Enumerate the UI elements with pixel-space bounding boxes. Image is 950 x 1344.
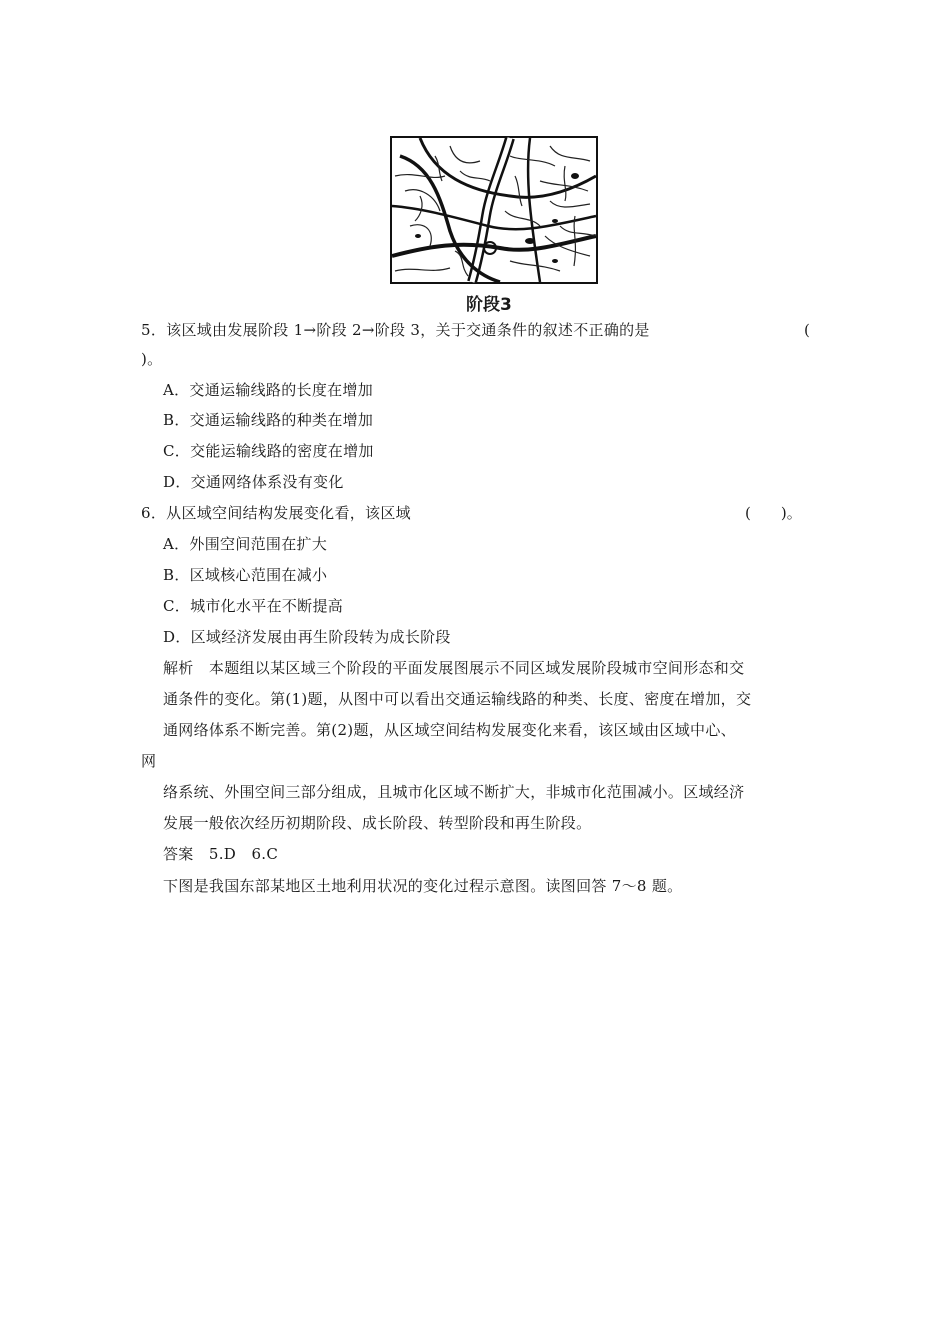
question-6-stem: 6．从区域空间结构发展变化看，该区域 bbox=[141, 504, 411, 522]
answer-line: 答案 5.D 6.C bbox=[163, 845, 279, 863]
question-6-option-b: B．区域核心范围在减小 bbox=[163, 566, 328, 584]
question-5-option-c: C．交能运输线路的密度在增加 bbox=[163, 442, 374, 460]
stage3-road-map bbox=[390, 136, 598, 284]
figure-caption: 阶段3 bbox=[466, 295, 512, 315]
question-5-stem: 5．该区域由发展阶段 1→阶段 2→阶段 3，关于交通条件的叙述不正确的是 bbox=[141, 321, 650, 339]
analysis-line: 网 bbox=[141, 752, 157, 770]
analysis-line: 络系统、外围空间三部分组成，且城市化区域不断扩大，非城市化范围减小。区域经济 bbox=[163, 783, 745, 801]
question-5-paren-close: )。 bbox=[141, 350, 163, 368]
analysis-line: 通网络体系不断完善。第(2)题，从区域空间结构发展变化来看，该区域由区域中心、 bbox=[163, 721, 736, 739]
question-6-option-a: A．外围空间范围在扩大 bbox=[163, 535, 328, 553]
question-6-option-d: D．区域经济发展由再生阶段转为成长阶段 bbox=[163, 628, 451, 646]
question-5-option-a: A．交通运输线路的长度在增加 bbox=[163, 381, 374, 399]
analysis-line: 通条件的变化。第(1)题，从图中可以看出交通运输线路的种类、长度、密度在增加，交 bbox=[163, 690, 752, 708]
question-5-option-d: D．交通网络体系没有变化 bbox=[163, 473, 344, 491]
question-5-option-b: B．交通运输线路的种类在增加 bbox=[163, 411, 374, 429]
analysis-line: 发展一般依次经历初期阶段、成长阶段、转型阶段和再生阶段。 bbox=[163, 814, 592, 832]
analysis-line: 解析 本题组以某区域三个阶段的平面发展图展示不同区域发展阶段城市空间形态和交 bbox=[163, 659, 745, 677]
next-section-intro: 下图是我国东部某地区土地利用状况的变化过程示意图。读图回答 7～8 题。 bbox=[163, 877, 683, 895]
question-6-option-c: C．城市化水平在不断提高 bbox=[163, 597, 344, 615]
question-6-paren: ( )。 bbox=[745, 504, 802, 522]
question-5-paren-open: ( bbox=[804, 321, 810, 339]
